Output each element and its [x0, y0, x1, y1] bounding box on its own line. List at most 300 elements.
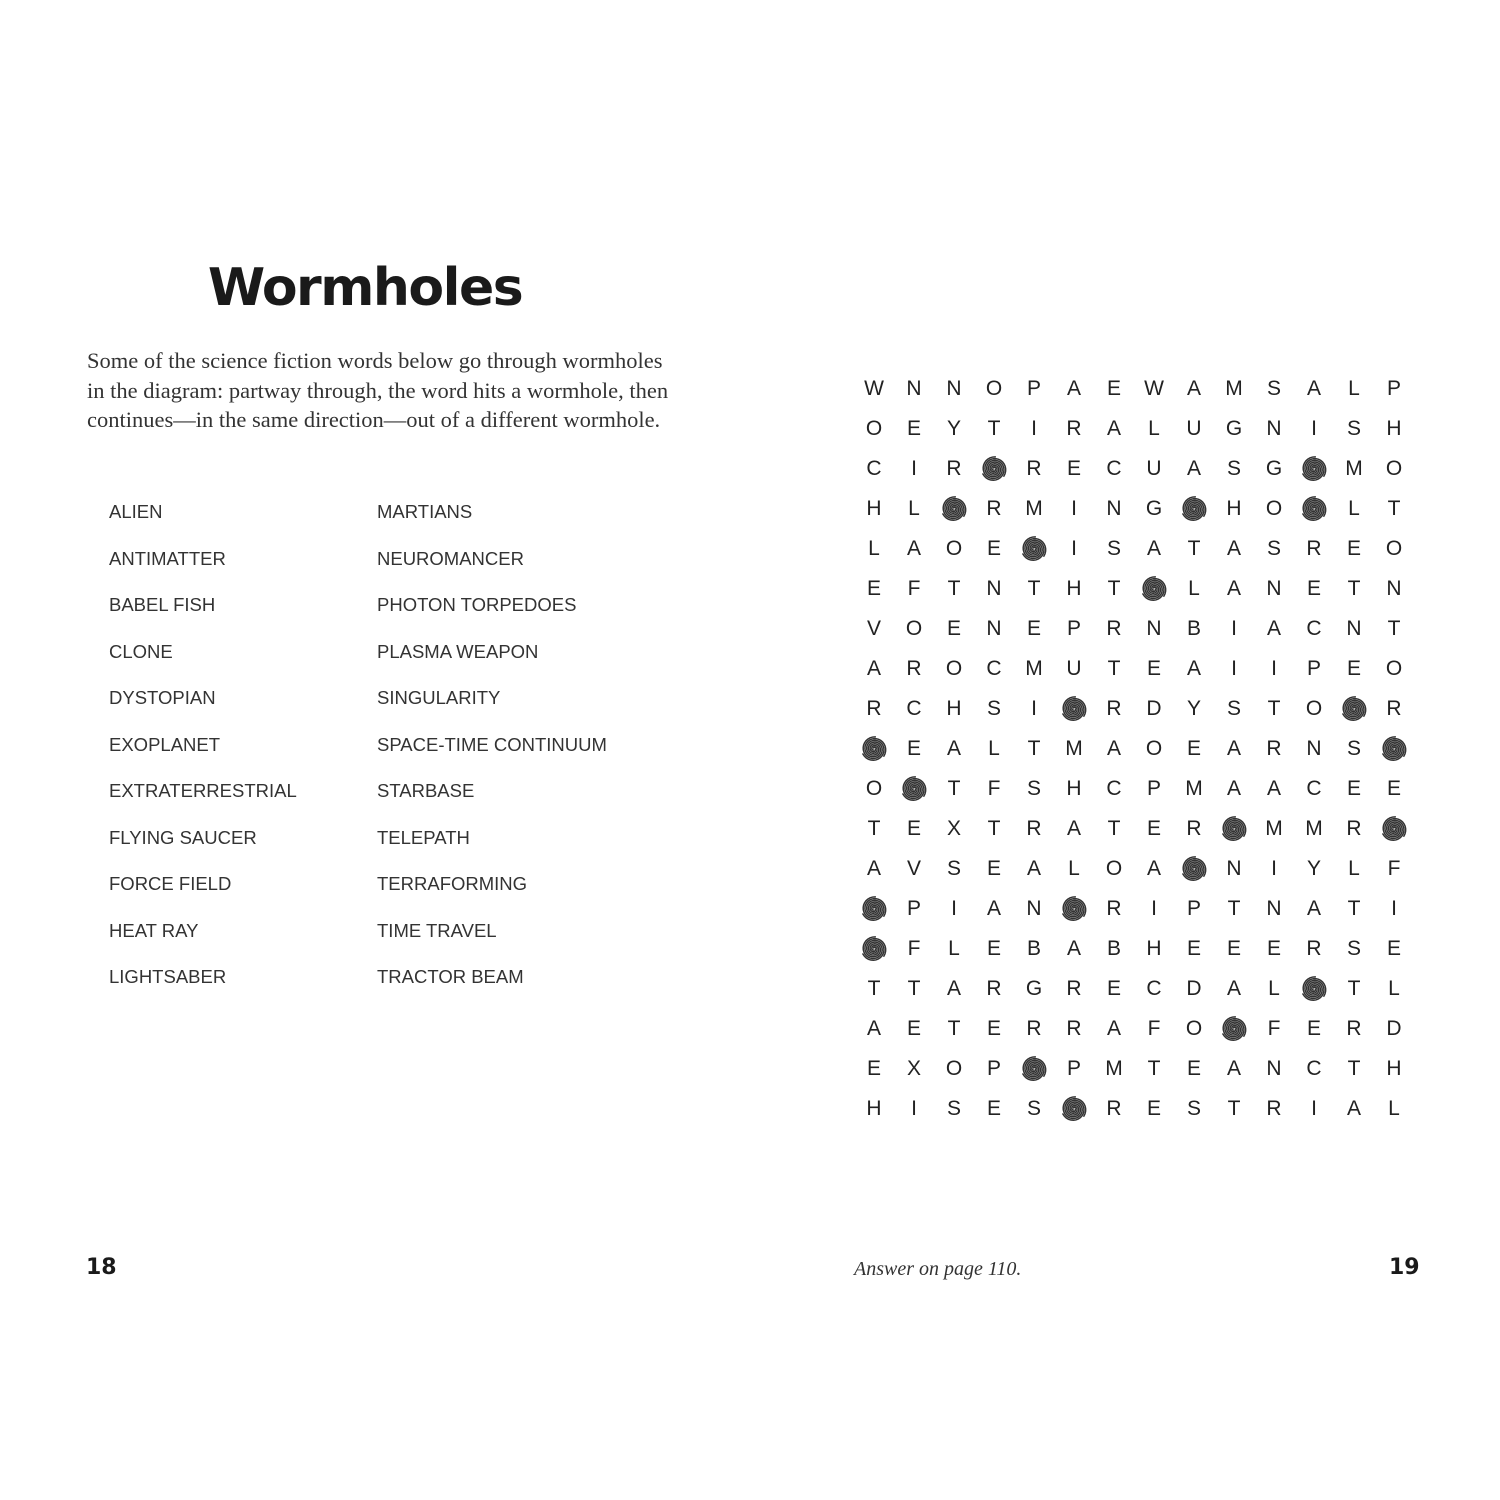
grid-letter: N	[1266, 577, 1282, 600]
grid-letter: A	[1186, 457, 1201, 480]
spiral-wormhole-icon	[1020, 535, 1048, 563]
grid-letter: R	[1026, 817, 1042, 840]
grid-letter: G	[1025, 977, 1043, 1000]
grid-letter: I	[911, 457, 917, 480]
grid-letter: E	[1106, 977, 1121, 1000]
grid-letter: A	[1066, 817, 1081, 840]
grid-letter: I	[1271, 857, 1277, 880]
grid-letter: P	[1026, 377, 1041, 400]
grid-letter: P	[986, 1057, 1001, 1080]
grid-letter: T	[1027, 577, 1041, 600]
grid-letter: P	[906, 897, 921, 920]
spiral-wormhole-icon	[1220, 1015, 1248, 1043]
puzzle-title: Wormholes	[207, 258, 523, 318]
grid-letter: H	[1226, 497, 1242, 520]
spiral-wormhole-icon	[1060, 895, 1088, 923]
grid-letter: W	[864, 377, 884, 400]
grid-letter: A	[1066, 937, 1081, 960]
word-list-item: DYSTOPIAN	[109, 687, 216, 708]
grid-letter: I	[1391, 897, 1397, 920]
answer-note: Answer on page 110.	[854, 1258, 1022, 1280]
word-list-item: MARTIANS	[377, 501, 473, 522]
grid-letter: A	[1026, 857, 1041, 880]
grid-letter: T	[1227, 1097, 1241, 1120]
wormhole-cell	[1334, 689, 1374, 729]
grid-letter: T	[1027, 737, 1041, 760]
grid-letter: L	[868, 537, 880, 560]
grid-letter: E	[1146, 817, 1161, 840]
spiral-wormhole-icon	[1060, 1095, 1088, 1123]
grid-letter: U	[1066, 657, 1082, 680]
word-list-item: TIME TRAVEL	[377, 919, 497, 941]
word-list-item: EXTRATERRESTRIAL	[109, 780, 297, 801]
grid-letter: E	[1386, 777, 1401, 800]
grid-letter: C	[986, 657, 1002, 680]
grid-letter: O	[945, 537, 963, 560]
wormhole-cell	[1374, 809, 1414, 849]
grid-letter: E	[986, 537, 1001, 560]
grid-letter: E	[1346, 657, 1361, 680]
wormhole-cell	[1054, 1089, 1094, 1129]
grid-letter: E	[1186, 937, 1201, 960]
grid-letter: N	[986, 577, 1002, 600]
grid-letter: N	[1306, 737, 1322, 760]
grid-letter: G	[1145, 497, 1163, 520]
word-list-item: PLASMA WEAPON	[377, 640, 539, 662]
grid-letter: T	[947, 777, 961, 800]
grid-letter: A	[1186, 657, 1201, 680]
grid-letter: E	[1026, 617, 1041, 640]
spiral-wormhole-icon	[1340, 695, 1368, 723]
grid-letter: A	[946, 977, 961, 1000]
word-list-item: HEAT RAY	[109, 919, 199, 941]
grid-letter: M	[1025, 657, 1043, 680]
grid-letter: C	[1146, 977, 1162, 1000]
grid-letter: A	[1266, 617, 1281, 640]
grid-letter: H	[1066, 577, 1082, 600]
grid-letter: E	[946, 617, 961, 640]
grid-letter: E	[866, 1057, 881, 1080]
grid-letter: H	[1066, 777, 1082, 800]
grid-letter: E	[1146, 1097, 1161, 1120]
word-list-item: BABEL FISH	[109, 594, 216, 615]
grid-letter: N	[946, 377, 962, 400]
grid-letter: O	[1385, 537, 1403, 560]
grid-letter: I	[911, 1097, 917, 1120]
grid-letter: O	[865, 417, 883, 440]
grid-letter: D	[1386, 1017, 1402, 1040]
grid-letter: N	[1106, 497, 1122, 520]
grid-letter: I	[1031, 417, 1037, 440]
grid-letter: A	[1186, 377, 1201, 400]
grid-letter: G	[1225, 417, 1243, 440]
grid-letter: S	[946, 1097, 961, 1120]
word-list-item: ANTIMATTER	[109, 547, 226, 569]
wormhole-cell	[854, 929, 894, 969]
grid-letter: C	[1306, 777, 1322, 800]
spiral-wormhole-icon	[860, 935, 888, 963]
grid-letter: R	[986, 497, 1002, 520]
grid-letter: N	[1266, 897, 1282, 920]
word-list-item: EXOPLANET	[109, 733, 221, 755]
grid-letter: T	[947, 577, 961, 600]
grid-letter: S	[986, 697, 1001, 720]
grid-letter: N	[1226, 857, 1242, 880]
wormhole-cell	[1174, 489, 1214, 529]
word-list-item: PHOTON TORPEDOES	[377, 594, 577, 615]
wormhole-cell	[1214, 1009, 1254, 1049]
grid-letter: A	[1106, 1017, 1121, 1040]
grid-letter: H	[1386, 1057, 1402, 1080]
wormhole-cell	[854, 729, 894, 769]
grid-letter: E	[1226, 937, 1241, 960]
grid-letter: H	[1386, 417, 1402, 440]
grid-letter: M	[1345, 457, 1363, 480]
wormhole-cell	[1294, 449, 1334, 489]
grid-letter: X	[906, 1057, 921, 1080]
grid-letter: R	[1306, 537, 1322, 560]
grid-letter: E	[1306, 577, 1321, 600]
grid-letter: L	[1188, 577, 1200, 600]
grid-letter: P	[1146, 777, 1161, 800]
grid-letter: A	[866, 857, 881, 880]
grid-letter: E	[1346, 537, 1361, 560]
grid-letter: F	[907, 577, 921, 600]
grid-letter: R	[1306, 937, 1322, 960]
grid-letter: N	[906, 377, 922, 400]
grid-letter: S	[1346, 937, 1361, 960]
grid-letter: F	[1147, 1017, 1161, 1040]
grid-letter: E	[1346, 777, 1361, 800]
grid-letter: A	[1266, 777, 1281, 800]
grid-letter: R	[1066, 1017, 1082, 1040]
grid-letter: P	[1306, 657, 1321, 680]
grid-letter: U	[1186, 417, 1202, 440]
grid-letter: A	[1226, 777, 1241, 800]
grid-letter: T	[1107, 657, 1121, 680]
grid-letter: M	[1105, 1057, 1123, 1080]
word-list-item: SPACE-TIME CONTINUUM	[377, 733, 607, 755]
grid-letter: N	[1346, 617, 1362, 640]
word-list-item: TRACTOR BEAM	[377, 966, 524, 987]
grid-letter: E	[1266, 937, 1281, 960]
grid-letter: O	[1145, 737, 1163, 760]
grid-letter: R	[1026, 1017, 1042, 1040]
grid-letter: O	[1185, 1017, 1203, 1040]
page-number-right: 19	[1389, 1255, 1420, 1280]
grid-letter: O	[865, 777, 883, 800]
grid-letter: N	[1266, 1057, 1282, 1080]
wormhole-cell	[1054, 689, 1094, 729]
grid-letter: S	[1026, 777, 1041, 800]
grid-letter: L	[1348, 497, 1360, 520]
word-list-item: SINGULARITY	[377, 687, 501, 708]
grid-letter: T	[1347, 1057, 1361, 1080]
grid-letter: A	[866, 657, 881, 680]
grid-letter: F	[907, 937, 921, 960]
spiral-wormhole-icon	[860, 895, 888, 923]
grid-letter: R	[866, 697, 882, 720]
grid-letter: F	[1387, 857, 1401, 880]
grid-letter: A	[1306, 897, 1321, 920]
grid-letter: O	[1265, 497, 1283, 520]
grid-letter: A	[1306, 377, 1321, 400]
spiral-wormhole-icon	[1020, 1055, 1048, 1083]
grid-letter: T	[1387, 617, 1401, 640]
grid-letter: P	[1186, 897, 1201, 920]
grid-letter: M	[1185, 777, 1203, 800]
grid-letter: A	[946, 737, 961, 760]
grid-letter: W	[1144, 377, 1164, 400]
grid-letter: M	[1265, 817, 1283, 840]
spiral-wormhole-icon	[1220, 815, 1248, 843]
grid-letter: Y	[1306, 857, 1321, 880]
grid-letter: H	[1146, 937, 1162, 960]
grid-letter: E	[1066, 457, 1081, 480]
grid-letter: E	[906, 1017, 921, 1040]
grid-letter: D	[1186, 977, 1202, 1000]
grid-letter: A	[1106, 417, 1121, 440]
grid-letter: L	[1348, 377, 1360, 400]
word-list	[109, 500, 709, 1012]
grid-letter: A	[1226, 537, 1241, 560]
grid-letter: S	[1266, 537, 1281, 560]
grid-letter: C	[1306, 1057, 1322, 1080]
grid-letter: T	[1267, 697, 1281, 720]
wormhole-cell	[1014, 1049, 1054, 1089]
wormhole-cell	[934, 489, 974, 529]
grid-letter: O	[985, 377, 1003, 400]
wormhole-cell	[1214, 809, 1254, 849]
wormhole-cell	[1054, 889, 1094, 929]
grid-letter: S	[1346, 737, 1361, 760]
grid-letter: I	[1071, 537, 1077, 560]
letter-grid	[854, 369, 1414, 1129]
grid-letter: R	[1106, 1097, 1122, 1120]
grid-letter: T	[1347, 577, 1361, 600]
grid-letter: I	[1231, 657, 1237, 680]
grid-letter: T	[907, 977, 921, 1000]
spiral-wormhole-icon	[860, 735, 888, 763]
word-list-item: ALIEN	[109, 501, 163, 522]
grid-letter: Y	[1186, 697, 1201, 720]
grid-letter: R	[1346, 1017, 1362, 1040]
grid-letter: I	[1151, 897, 1157, 920]
grid-letter: T	[1387, 497, 1401, 520]
grid-letter: R	[946, 457, 962, 480]
wormhole-cell	[1174, 849, 1214, 889]
grid-letter: A	[1146, 537, 1161, 560]
grid-letter: I	[1311, 417, 1317, 440]
spiral-wormhole-icon	[1060, 695, 1088, 723]
grid-letter: E	[986, 937, 1001, 960]
spiral-wormhole-icon	[1380, 735, 1408, 763]
wormhole-cell	[974, 449, 1014, 489]
grid-letter: T	[1107, 817, 1121, 840]
puzzle-instructions: Some of the science fiction words below go through wormholes in the diagram: partway through, the word hits a wormhole, then continues—in the same direction—out of a different wormhole.	[87, 348, 669, 432]
spiral-wormhole-icon	[1380, 815, 1408, 843]
spiral-wormhole-icon	[900, 775, 928, 803]
grid-letter: N	[1026, 897, 1042, 920]
grid-letter: A	[986, 897, 1001, 920]
grid-letter: S	[1266, 377, 1281, 400]
grid-letter: L	[1068, 857, 1080, 880]
grid-letter: R	[1066, 417, 1082, 440]
grid-letter: T	[1347, 977, 1361, 1000]
grid-letter: T	[1187, 537, 1201, 560]
grid-letter: L	[1388, 977, 1400, 1000]
grid-letter: A	[1226, 1057, 1241, 1080]
grid-letter: S	[1106, 537, 1121, 560]
spiral-wormhole-icon	[1300, 455, 1328, 483]
wormhole-cell	[1014, 529, 1054, 569]
grid-letter: O	[945, 657, 963, 680]
grid-letter: O	[1105, 857, 1123, 880]
grid-letter: N	[1386, 577, 1402, 600]
grid-letter: S	[1226, 457, 1241, 480]
grid-letter: G	[1265, 457, 1283, 480]
wormhole-cell	[854, 889, 894, 929]
grid-letter: S	[1026, 1097, 1041, 1120]
grid-letter: L	[908, 497, 920, 520]
spiral-wormhole-icon	[980, 455, 1008, 483]
grid-letter: R	[1386, 697, 1402, 720]
word-list-item: TELEPATH	[377, 826, 470, 848]
grid-letter: E	[906, 737, 921, 760]
grid-letter: E	[986, 1097, 1001, 1120]
word-list-item: FLYING SAUCER	[109, 826, 257, 848]
grid-letter: M	[1225, 377, 1243, 400]
word-list-item: TERRAFORMING	[377, 873, 528, 894]
grid-letter: L	[1148, 417, 1160, 440]
word-list-item: NEUROMANCER	[377, 547, 524, 569]
grid-letter: H	[866, 497, 882, 520]
grid-letter: R	[1106, 897, 1122, 920]
grid-letter: F	[987, 777, 1001, 800]
grid-letter: A	[1106, 737, 1121, 760]
grid-letter: C	[1106, 457, 1122, 480]
grid-letter: T	[867, 977, 881, 1000]
grid-letter: E	[906, 817, 921, 840]
wormhole-cell	[1374, 729, 1414, 769]
grid-letter: I	[1031, 697, 1037, 720]
grid-letter: L	[1348, 857, 1360, 880]
grid-letter: E	[986, 857, 1001, 880]
page-number-left: 18	[86, 1255, 117, 1280]
word-list-item: FORCE FIELD	[109, 873, 232, 894]
grid-letter: T	[947, 1017, 961, 1040]
grid-letter: I	[1071, 497, 1077, 520]
grid-letter: A	[1066, 377, 1081, 400]
grid-letter: E	[1186, 1057, 1201, 1080]
grid-letter: A	[1226, 737, 1241, 760]
grid-letter: O	[905, 617, 923, 640]
spiral-wormhole-icon	[1300, 495, 1328, 523]
grid-letter: N	[1146, 617, 1162, 640]
wormhole-cell	[1134, 569, 1174, 609]
spiral-wormhole-icon	[1180, 495, 1208, 523]
grid-letter: T	[1347, 897, 1361, 920]
grid-letter: X	[946, 817, 961, 840]
grid-letter: C	[1106, 777, 1122, 800]
grid-letter: E	[866, 577, 881, 600]
grid-letter: B	[1186, 617, 1201, 640]
word-list-item: LIGHTSABER	[109, 966, 227, 987]
word-list-item: CLONE	[109, 640, 173, 662]
grid-letter: M	[1025, 497, 1043, 520]
grid-letter: I	[1271, 657, 1277, 680]
spiral-wormhole-icon	[940, 495, 968, 523]
spiral-wormhole-icon	[1140, 575, 1168, 603]
grid-letter: A	[1226, 577, 1241, 600]
grid-letter: E	[1386, 937, 1401, 960]
grid-letter: E	[906, 417, 921, 440]
grid-letter: A	[906, 537, 921, 560]
grid-letter: A	[866, 1017, 881, 1040]
grid-letter: V	[866, 617, 881, 640]
grid-letter: E	[1106, 377, 1121, 400]
grid-letter: T	[987, 417, 1001, 440]
grid-letter: T	[867, 817, 881, 840]
grid-letter: S	[1186, 1097, 1201, 1120]
grid-letter: R	[1266, 737, 1282, 760]
wormhole-cell	[894, 769, 934, 809]
grid-letter: F	[1267, 1017, 1281, 1040]
grid-letter: S	[1226, 697, 1241, 720]
grid-letter: M	[1065, 737, 1083, 760]
grid-letter: S	[946, 857, 961, 880]
grid-letter: H	[866, 1097, 882, 1120]
spiral-wormhole-icon	[1300, 975, 1328, 1003]
wormhole-cell	[1294, 489, 1334, 529]
grid-letter: R	[1026, 457, 1042, 480]
grid-letter: O	[1305, 697, 1323, 720]
grid-letter: C	[1306, 617, 1322, 640]
grid-letter: A	[1346, 1097, 1361, 1120]
grid-letter: T	[987, 817, 1001, 840]
grid-letter: H	[946, 697, 962, 720]
grid-letter: D	[1146, 697, 1162, 720]
grid-letter: N	[1266, 417, 1282, 440]
grid-letter: R	[1106, 697, 1122, 720]
grid-letter: T	[1227, 897, 1241, 920]
grid-letter: O	[1385, 657, 1403, 680]
spiral-wormhole-icon	[1180, 855, 1208, 883]
grid-letter: E	[1306, 1017, 1321, 1040]
grid-letter: L	[1388, 1097, 1400, 1120]
grid-letter: L	[988, 737, 1000, 760]
grid-letter: A	[1146, 857, 1161, 880]
grid-letter: L	[1268, 977, 1280, 1000]
grid-letter: T	[1147, 1057, 1161, 1080]
grid-letter: I	[951, 897, 957, 920]
grid-letter: R	[986, 977, 1002, 1000]
grid-letter: E	[1186, 737, 1201, 760]
grid-letter: I	[1231, 617, 1237, 640]
grid-letter: P	[1066, 617, 1081, 640]
wormhole-cell	[1294, 969, 1334, 1009]
grid-letter: O	[945, 1057, 963, 1080]
grid-letter: C	[866, 457, 882, 480]
grid-letter: L	[948, 937, 960, 960]
grid-letter: Y	[946, 417, 961, 440]
grid-letter: R	[1066, 977, 1082, 1000]
grid-letter: V	[906, 857, 921, 880]
grid-letter: R	[906, 657, 922, 680]
grid-letter: R	[1186, 817, 1202, 840]
grid-letter: I	[1311, 1097, 1317, 1120]
grid-letter: P	[1386, 377, 1401, 400]
